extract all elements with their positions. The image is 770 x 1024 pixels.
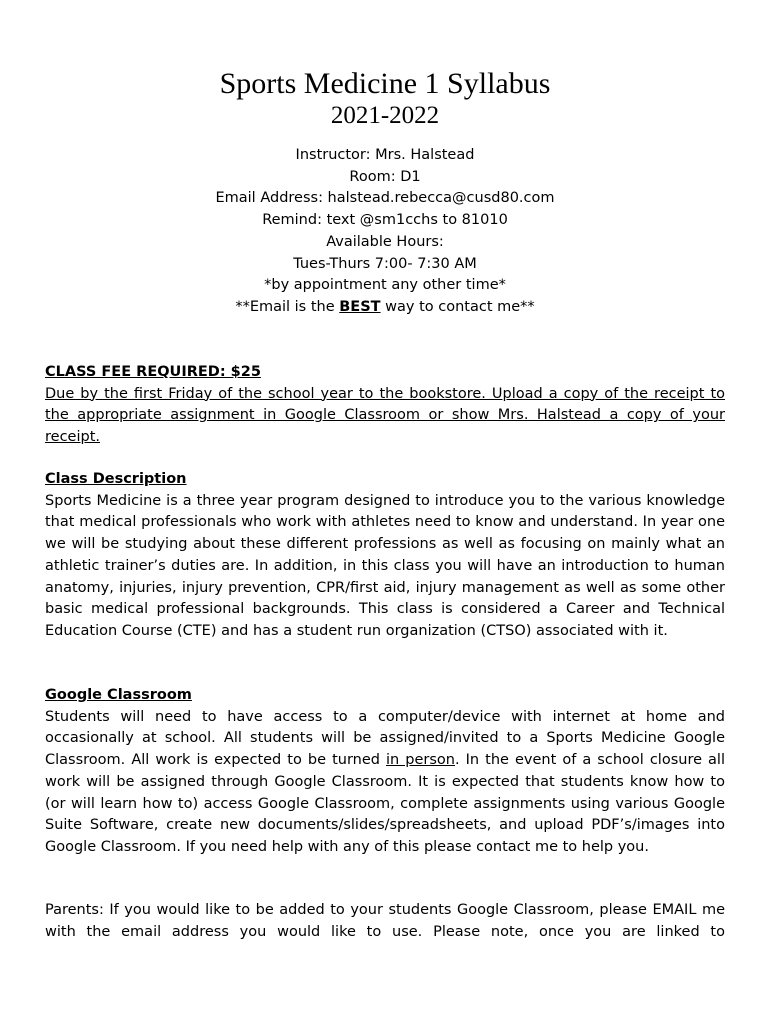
in-person-underlined: in person	[386, 752, 455, 769]
class-description-heading: Class Description	[45, 471, 187, 487]
parents-section	[45, 900, 725, 943]
class-fee-heading: CLASS FEE REQUIRED: $25	[45, 364, 261, 380]
google-classroom-section	[45, 685, 725, 859]
best-contact-line	[0, 297, 770, 319]
parents-text: Parents: If you would like to be added to your students Google Classroom, please EMAIL me with the email address you would like to use. Please note, once you are linked to	[45, 902, 725, 940]
class-fee-text: Due by the first Friday of the school year to the bookstore. Upload a copy of the receipt to the appropriate assignment in Google Classroom or show Mrs. Halstead a copy of your receipt.	[45, 385, 725, 446]
class-fee-section	[45, 362, 725, 449]
class-description-section	[45, 469, 725, 643]
best-word: BEST	[339, 298, 381, 315]
contact-info	[0, 145, 770, 319]
room-line: Room: D1	[349, 168, 421, 185]
class-description-text: Sports Medicine is a three year program designed to introduce you to the various knowledge that medical professionals who work with athletes need to know and understand. In year one we will be studying about these different professions as well as focusing on mainly what an athletic trainer’s duties are. In addition, in this class you will have an introduction to human anatomy, injuries, injury prevention, CPR/first aid, injury management as well as some other basic medical professional backgrounds. This class is considered a Career and Technical Education Course (CTE) and has a student run organization (CTSO) associated with it.	[45, 492, 725, 639]
google-classroom-text	[45, 707, 725, 859]
google-classroom-heading: Google Classroom	[45, 687, 192, 703]
best-suffix: way to contact me**	[380, 298, 535, 315]
hours-line: Tues-Thurs 7:00- 7:30 AM	[293, 255, 477, 272]
school-year: 2021-2022	[330, 102, 440, 129]
google-classroom-text-before: Students will need to have access to a computer/device with internet at home and occasionally at school. All students will be assigned/invited to a Sports Medicine Google Classroom. All work is expected to be turned	[45, 708, 725, 769]
instructor-line: Instructor: Mrs. Halstead	[295, 147, 475, 163]
hours-label: Available Hours:	[326, 233, 444, 250]
appointment-line: *by appointment any other time*	[264, 277, 506, 294]
page-title: Sports Medicine 1 Syllabus	[219, 67, 551, 100]
google-classroom-text-after: . In the event of a school closure all work will be assigned through Google Classroom. It is expected that students know how to (or will learn how to) access Google Classroom, complete assignments using various Google Suite Software, create new documents/slides/spreadsheets, and upload PDF’s/images into Google Classroom. If you need help with any of this please contact me to help you.	[45, 752, 725, 855]
best-prefix: **Email is the	[235, 298, 340, 315]
email-line: Email Address: halstead.rebecca@cusd80.com	[215, 190, 555, 207]
remind-line: Remind: text @sm1cchs to 81010	[262, 212, 508, 229]
